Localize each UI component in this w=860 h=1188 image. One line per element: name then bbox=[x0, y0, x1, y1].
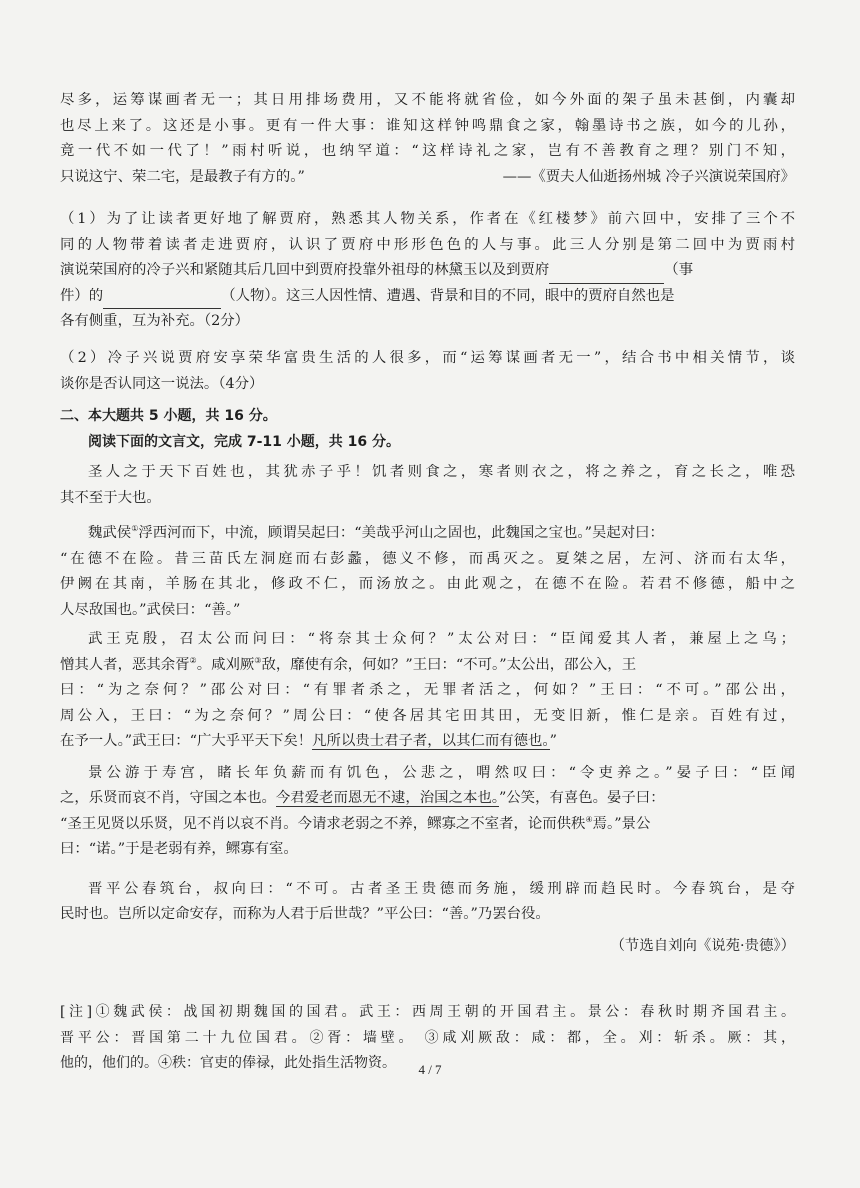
text-span: 之，乐贤而哀不肖，守国之本也。 bbox=[60, 790, 276, 806]
text-line: 景公游于寿宫，睹长年负薪而有饥色，公悲之，喟然叹曰：“令吏养之。”晏子曰：“臣闻 bbox=[88, 764, 795, 781]
footnote-marker: ③ bbox=[254, 655, 262, 665]
text-span: ” bbox=[549, 733, 557, 749]
text-line bbox=[60, 812, 795, 838]
note-line: 他的，他们的。④秩：官吏的俸禄，此处指生活物资。 bbox=[60, 1055, 396, 1071]
question-2 bbox=[60, 346, 795, 397]
text-line bbox=[60, 786, 795, 812]
answer-blank-person[interactable] bbox=[103, 290, 221, 309]
underlined-sentence-2: 今君爱老而恩无不逮，治国之本也。 bbox=[275, 790, 499, 806]
text-line bbox=[60, 521, 795, 547]
text-line bbox=[60, 729, 795, 755]
footnote-marker: ④ bbox=[585, 814, 593, 824]
page-number: 4 / 7 bbox=[418, 1062, 442, 1077]
text-line: 民时也。岂所以定命安存，而称为人君于后世哉？”平公曰：“善。”乃罢台役。 bbox=[60, 906, 550, 922]
note-line: [注]①魏武侯：战国初期魏国的国君。武王：西周王朝的开国君主。景公：春秋时期齐国君主。 bbox=[60, 1004, 795, 1020]
text-line: 人尽敌国也。”武侯曰：“善。” bbox=[60, 601, 241, 618]
text-line: 曰：“诺。”于是老弱有养，鳏寡有室。 bbox=[60, 841, 298, 857]
passage-source: （节选自刘向《说苑·贵德》） bbox=[610, 937, 795, 954]
text-span: 件）的 bbox=[60, 287, 104, 304]
text-span: 憎其人者，恶其余胥 bbox=[60, 656, 190, 673]
section-2-header bbox=[60, 404, 795, 455]
text-line: 曰：“为之奈何？”邵公对曰：“有罪者杀之，无罪者活之，何如？”王曰：“不可。”邵公出， bbox=[60, 682, 795, 698]
text-line: 各有侧重，互为补充。（2分） bbox=[60, 313, 250, 329]
text-line: 同的人物带着读者走进贾府，认识了贾府中形形色色的人与事。此三人分别是第二回中为贾雨村 bbox=[60, 236, 795, 253]
text-span: （人物）。这三人因性情、遭遇、背景和目的不同，眼中的贾府自然也是 bbox=[221, 287, 675, 304]
text-span: 只说这宁、荣二宅，是最教子有方的。” bbox=[60, 168, 305, 185]
text-line: “在德不在险。昔三苗氏左洞庭而右彭蠡，德义不修，而禹灭之。夏桀之居，左河、济而右太华， bbox=[60, 550, 795, 567]
underlined-sentence-1: 凡所以贵士君子者，以其仁而有德也。 bbox=[312, 733, 550, 749]
footnote-marker: ① bbox=[131, 524, 139, 534]
text-span: “圣王见贤以乐贤，见不肖以哀不肖。今请求老弱之不养，鳏寡之不室者，论而供秩 bbox=[60, 815, 586, 832]
question-1 bbox=[60, 207, 795, 335]
text-line bbox=[60, 284, 795, 310]
text-span: 浮西河而下，中流，顾谓吴起曰：“美哉乎河山之固也，此魏国之宝也。”吴起对曰： bbox=[138, 525, 664, 541]
text-line: 武王克殷，召太公而问曰：“将奈其士众何？”太公对曰：“臣闻爱其人者，兼屋上之乌； bbox=[88, 631, 795, 647]
text-span: （事 bbox=[664, 262, 694, 278]
answer-blank-event[interactable] bbox=[549, 265, 664, 284]
text-line: 其不至于大也。 bbox=[60, 489, 161, 506]
text-line bbox=[60, 165, 795, 191]
text-line: 尽多，运筹谋画者无一；其日用排场费用，又不能将就省俭，如今外面的架子虽未甚倒，内囊却 bbox=[60, 92, 795, 108]
text-line: 谈你是否认同这一说法。（4分） bbox=[60, 375, 264, 392]
text-span: 焉。”景公 bbox=[592, 815, 651, 832]
text-line: （2）冷子兴说贾府安享荣华富贵生活的人很多，而“运筹谋画者无一”，结合书中相关情节，谈 bbox=[60, 350, 795, 366]
text-line bbox=[60, 258, 795, 284]
text-span: ”公笑，有喜色。晏子曰： bbox=[498, 790, 665, 806]
novel-excerpt bbox=[60, 88, 795, 190]
note-line: 晋平公：晋国第二十九位国君。②胥：墙壁。 ③咸刈厥敌：咸：都，全。刈：斩杀。厥：其， bbox=[60, 1029, 795, 1046]
excerpt-source: ——《贾夫人仙逝扬州城 冷子兴演说荣国府》 bbox=[502, 168, 795, 185]
section-title: 二、本大题共 5 小题，共 16 分。 bbox=[60, 408, 277, 424]
text-line bbox=[60, 653, 795, 679]
text-span: 在予一人。”武王曰：“广大乎平天下矣！ bbox=[60, 733, 313, 749]
section-instructions: 阅读下面的文言文，完成 7-11 小题，共 16 分。 bbox=[88, 433, 401, 450]
classical-passage bbox=[60, 460, 795, 959]
text-line: 竟一代不如一代了！”雨村听说，也纳罕道：“这样诗礼之家，岂有不善教育之理？别门不知， bbox=[60, 143, 795, 159]
text-span: 魏武侯 bbox=[88, 525, 132, 541]
text-line: 晋平公春筑台，叔向曰：“不可。古者圣王贵德而务施，缓刑辟而趋民时。今春筑台，是夺 bbox=[88, 880, 795, 897]
footnote-marker: ② bbox=[189, 655, 197, 665]
text-span: 。咸刈厥 bbox=[196, 656, 255, 673]
text-line: 圣人之于天下百姓也，其犹赤子乎！饥者则食之，寒者则衣之，将之养之，育之长之，唯恐 bbox=[88, 464, 795, 480]
text-line: 也尽上来了。这还是小事。更有一件大事：谁知这样钟鸣鼎食之家，翰墨诗书之族，如今的儿孙， bbox=[60, 117, 795, 134]
text-line: 伊阙在其南，羊肠在其北，修政不仁，而汤放之。由此观之，在德不在险。若君不修德，船中之 bbox=[60, 576, 795, 592]
text-line: 周公入，王曰：“为之奈何？”周公曰：“使各居其宅田其田，无变旧新，惟仁是亲。百姓有过， bbox=[60, 707, 795, 724]
text-span: 演说荣国府的冷子兴和紧随其后几回中到贾府投靠外祖母的林黛玉以及到贾府 bbox=[60, 262, 550, 278]
text-line: （1）为了让读者更好地了解贾府，熟悉其人物关系，作者在《红楼梦》前六回中，安排了三个不 bbox=[60, 211, 795, 227]
text-span: 敌，靡使有余，何如？”王曰：“不可。”太公出，邵公入，王 bbox=[261, 656, 637, 673]
